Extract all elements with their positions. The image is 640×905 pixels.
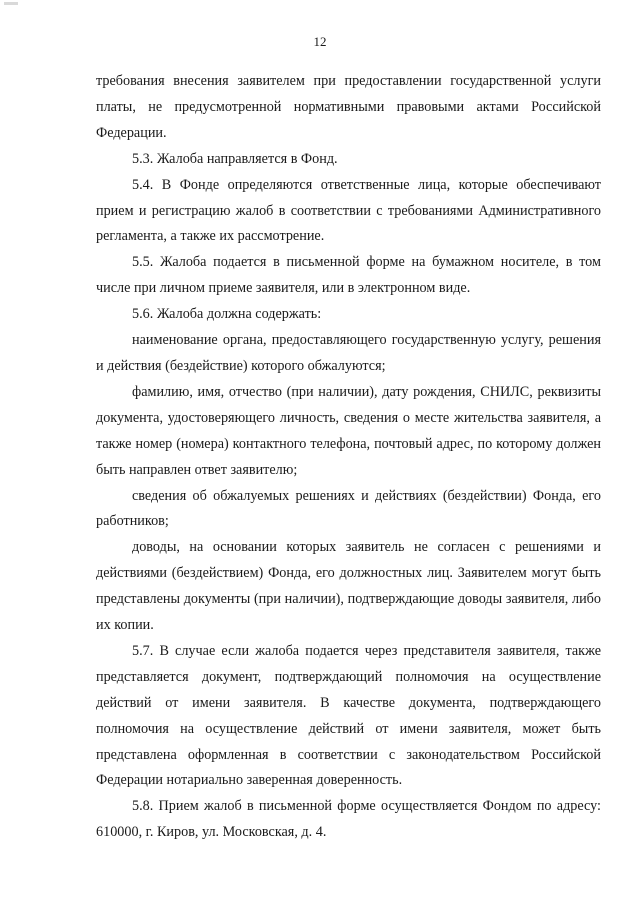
- list-item-personal-data: фамилию, имя, отчество (при наличии), дату рождения, СНИЛС, реквизиты документа, удостоверяющего личность, сведения о месте жительства заявителя, а также номер (номера) контактного телефона, почтовый адрес, по которому должен быть направлен ответ заявителю;: [96, 383, 601, 478]
- paragraph-5-6: 5.6. Жалоба должна содержать:: [132, 306, 322, 323]
- list-item-arguments: доводы, на основании которых заявитель не согласен с решениями и действиями (бездействием) Фонда, его должностных лиц. Заявителем могут быть представлены документы (при наличии), подтверждающие доводы заявителя, либо их копии.: [96, 539, 601, 634]
- paragraph-5-4: 5.4. В Фонде определяются ответственные лица, которые обеспечивают прием и регистрацию жалоб в соответствии с требованиями Административного регламента, а также их рассмотрение.: [96, 176, 601, 245]
- scan-corner-mark: [4, 2, 18, 5]
- list-item-decisions: сведения об обжалуемых решениях и действиях (бездействии) Фонда, его работников;: [96, 487, 601, 530]
- paragraph-continuation: требования внесения заявителем при предоставлении государственной услуги платы, не предусмотренной нормативными правовыми актами Российской Федерации.: [96, 73, 601, 141]
- paragraph-5-7: 5.7. В случае если жалоба подается через представителя заявителя, также представляется документ, подтверждающий полномочия на осуществление действий от имени заявителя. В качестве документа, подтверждающего полномочия на осуществление действий от имени заявителя, может быть представлена оформленная в соответствии с законодательством Российской Федерации нотариально заверенная доверенность.: [96, 642, 601, 789]
- page-number: 12: [313, 34, 327, 49]
- paragraph-5-8: 5.8. Прием жалоб в письменной форме осуществляется Фондом по адресу: 610000, г. Киров, ул. Московская, д. 4.: [96, 798, 601, 841]
- paragraph-5-3: 5.3. Жалоба направляется в Фонд.: [132, 150, 338, 167]
- paragraph-5-5: 5.5. Жалоба подается в письменной форме на бумажном носителе, в том числе при личном приеме заявителя, или в электронном виде.: [96, 254, 601, 297]
- document-body: [96, 69, 601, 846]
- list-item-organ: наименование органа, предоставляющего государственную услугу, решения и действия (бездействие) которого обжалуются;: [96, 332, 601, 374]
